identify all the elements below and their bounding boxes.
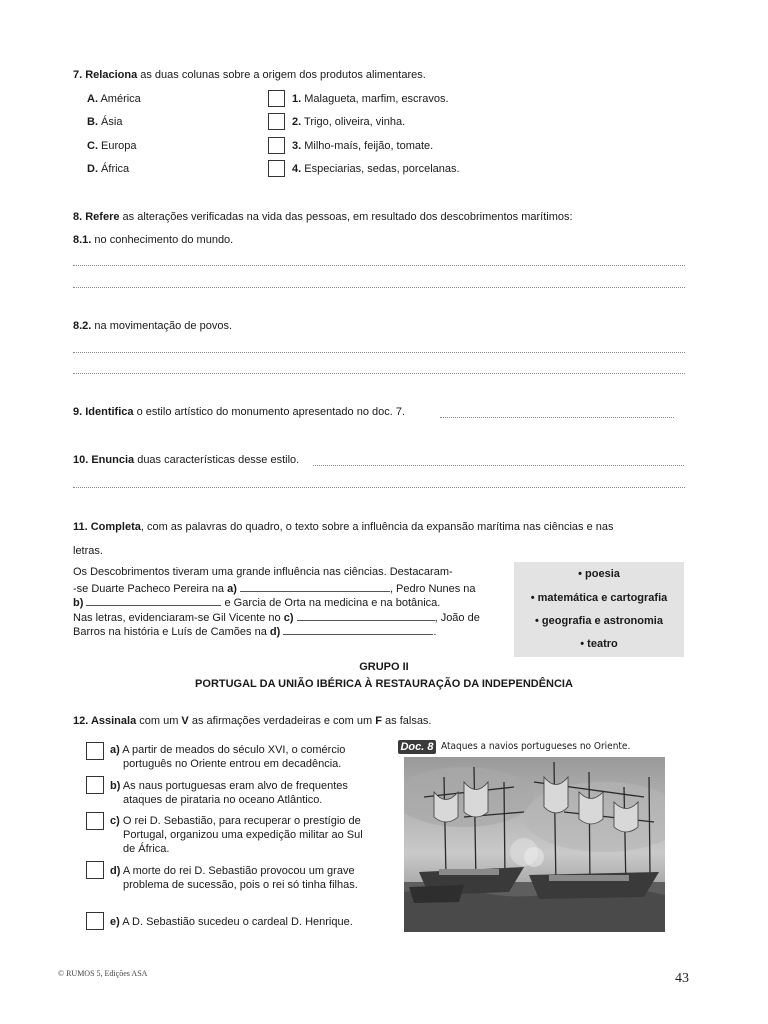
q7-answer-box-1[interactable] bbox=[268, 90, 285, 107]
q7-left-a: A. América bbox=[87, 93, 141, 105]
naval-battle-illustration bbox=[404, 757, 665, 932]
q11-word-box bbox=[514, 562, 684, 657]
page-number: 43 bbox=[675, 971, 689, 986]
q8-1-answer-line-1[interactable] bbox=[73, 265, 685, 266]
q11-text-line-4: Nas letras, evidenciaram-se Gil Vicente no c) , João de bbox=[73, 612, 480, 624]
q8-title: 8. Refere as alterações verificadas na vida das pessoas, em resultado dos descobrimentos marítimos: bbox=[73, 211, 573, 223]
q11-blank-d[interactable] bbox=[283, 624, 433, 635]
q8-2-answer-line-2[interactable] bbox=[73, 373, 685, 374]
q11-text-line-1: Os Descobrimentos tiveram uma grande influência nas ciências. Destacaram- bbox=[73, 566, 453, 578]
q11-blank-a[interactable] bbox=[240, 581, 390, 592]
q12-answer-box-b[interactable] bbox=[86, 776, 104, 794]
q7-title: 7. Relaciona as duas colunas sobre a origem dos produtos alimentares. bbox=[73, 69, 426, 81]
q7-left-b: B. Ásia bbox=[87, 116, 123, 128]
q12-statement-e: e) A D. Sebastião sucedeu o cardeal D. Henrique. bbox=[110, 916, 353, 928]
q8-1-prompt: 8.1. no conhecimento do mundo. bbox=[73, 234, 234, 246]
q12-answer-box-e[interactable] bbox=[86, 912, 104, 930]
q11-title-line2: letras. bbox=[73, 545, 103, 557]
q12-answer-box-d[interactable] bbox=[86, 861, 104, 879]
q7-right-3: 3. Milho-maís, feijão, tomate. bbox=[292, 140, 434, 152]
q11-blank-b[interactable] bbox=[86, 595, 221, 606]
word-matematica-cartografia: • matemática e cartografia bbox=[530, 592, 668, 604]
q12-statement-d: d) A morte do rei D. Sebastião provocou um grave problema de sucessão, pois o rei só tinha filhas. bbox=[110, 865, 358, 891]
q12-answer-box-a[interactable] bbox=[86, 742, 104, 760]
q7-left-d: D. África bbox=[87, 163, 130, 175]
q10-answer-line-2[interactable] bbox=[73, 487, 685, 488]
q12-answer-box-c[interactable] bbox=[86, 812, 104, 830]
q9-prompt: 9. Identifica o estilo artístico do monumento apresentado no doc. 7. bbox=[73, 406, 406, 418]
q7-right-4: 4. Especiarias, sedas, porcelanas. bbox=[292, 163, 460, 175]
group2-title: GRUPO II bbox=[359, 661, 409, 673]
doc8-naval-battle-image bbox=[404, 757, 665, 932]
group2-subtitle: PORTUGAL DA UNIÃO IBÉRICA À RESTAURAÇÃO DA INDEPENDÊNCIA bbox=[195, 678, 573, 690]
q7-left-c: C. Europa bbox=[87, 140, 137, 152]
q12-title: 12. Assinala com um V as afirmações verdadeiras e com um F as falsas. bbox=[73, 715, 432, 727]
q11-text-line-3: b) e Garcia de Orta na medicina e na botânica. bbox=[73, 597, 441, 609]
word-poesia: • poesia bbox=[578, 568, 620, 580]
q10-answer-line-1[interactable] bbox=[313, 465, 684, 466]
q8-2-prompt: 8.2. na movimentação de povos. bbox=[73, 320, 232, 332]
word-teatro: • teatro bbox=[580, 638, 618, 650]
copyright-notice: © RUMOS 5, Edições ASA bbox=[58, 969, 148, 978]
q10-prompt: 10. Enuncia duas características desse estilo. bbox=[73, 454, 300, 466]
q12-statement-c: c) O rei D. Sebastião, para recuperar o prestígio de Portugal, organizou uma expedição militar ao Sul de África. bbox=[110, 815, 363, 855]
q8-1-answer-line-2[interactable] bbox=[73, 287, 685, 288]
q7-right-2: 2. Trigo, oliveira, vinha. bbox=[292, 116, 406, 128]
q12-statement-a: a) A partir de meados do século XVI, o comércio português no Oriente entrou em decadência. bbox=[110, 744, 346, 770]
q11-title: 11. Completa, com as palavras do quadro, o texto sobre a influência da expansão marítima nas ciências e nas bbox=[73, 521, 614, 533]
q11-text-line-2: -se Duarte Pacheco Pereira na a) , Pedro Nunes na bbox=[73, 583, 476, 595]
q7-answer-box-2[interactable] bbox=[268, 113, 285, 130]
q7-right-1: 1. Malagueta, marfim, escravos. bbox=[292, 93, 449, 105]
q7-answer-box-4[interactable] bbox=[268, 160, 285, 177]
q7-answer-box-3[interactable] bbox=[268, 137, 285, 154]
word-geografia-astronomia: • geografia e astronomia bbox=[535, 615, 663, 627]
doc8-caption: Ataques a navios portugueses no Oriente. bbox=[441, 741, 631, 752]
q9-answer-line[interactable] bbox=[440, 417, 674, 418]
doc8-tag: Doc. 8 bbox=[398, 740, 436, 754]
q8-2-answer-line-1[interactable] bbox=[73, 352, 685, 353]
q12-statement-b: b) As naus portuguesas eram alvo de frequentes ataques de pirataria no oceano Atlântico. bbox=[110, 780, 348, 806]
q11-blank-c[interactable] bbox=[297, 610, 435, 621]
q11-text-line-5: Barros na história e Luís de Camões na d) . bbox=[73, 626, 437, 638]
